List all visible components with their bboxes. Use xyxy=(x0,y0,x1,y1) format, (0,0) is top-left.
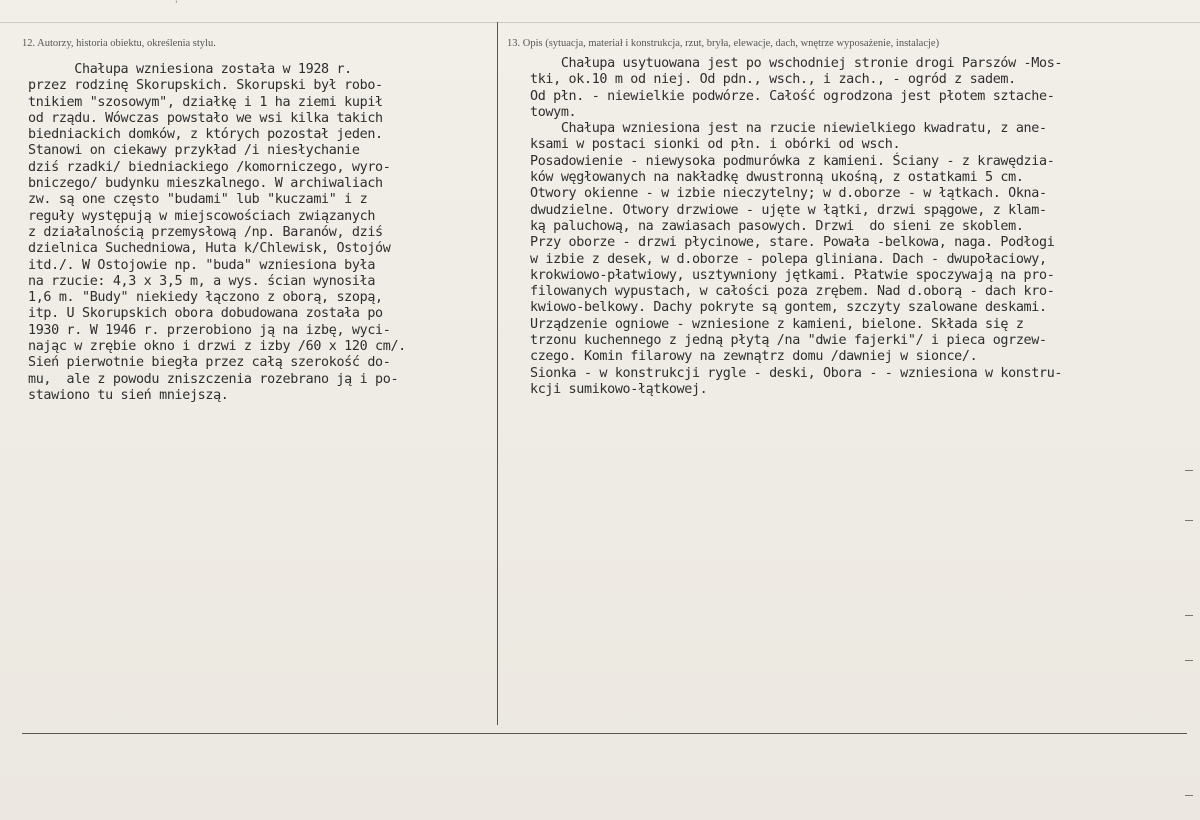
margin-tick xyxy=(1185,470,1193,471)
section-12-label: 12. Autorzy, historia obiektu, określenia stylu. xyxy=(22,38,216,49)
margin-tick xyxy=(1185,520,1193,521)
margin-tick xyxy=(1185,795,1193,796)
section-13-label: 13. Opis (sytuacja, materiał i konstrukcja, rzut, bryła, elewacje, dach, wnętrze wyposażenie, instalacje) xyxy=(507,38,940,49)
margin-tick xyxy=(1185,660,1193,661)
margin-tick xyxy=(1185,615,1193,616)
bottom-rule xyxy=(22,733,1187,734)
section-12-text: Chałupa wzniesiona została w 1928 r. przez rodzinę Skorupskich. Skorupski był robo- tnikiem "szosowym", działkę i 1 ha ziemi kupił od rządu. Wówczas powstało we wsi kilka takich biedniackich domków, z których pozostał jeden. Stanowi on ciekawy przykład /i niesłychanie dziś rzadki/ biedniackiego /komorniczego, wyro- bniczego/ budynku mieszkalnego. W archiwaliach zw. są one często "budami" lub "kuczami" i z reguły występują w miejscowościach związanych z działalnością przemysłową /np. Baranów, dziś dzielnica Suchedniowa, Huta k/Chlewisk, Ostojów itd./. W Ostojowie np. "buda" wzniesiona była na rzucie: 4,3 x 3,5 m, a wys. ścian wynosiła 1,6 m. "Budy" niekiedy łączono z oborą, szopą, itp. U Skorupskich obora dobudowana została po 1930 r. W 1946 r. przerobiono ją na izbę, wyci- nając w zrębie okno i drzwi z izby /60 x 120 cm/. Sień pierwotnie biegła przez całą szerokość do- mu, ale z powodu zniszczenia rozebrano ją i po- stawiono tu sień mniejszą. xyxy=(28,62,406,403)
top-mark: ' xyxy=(175,0,178,10)
section-13-text: Chałupa usytuowana jest po wschodniej stronie drogi Parszów -Mos- tki, ok.10 m od niej. Od pdn., wsch., i zach., - ogród z sadem. Od płn. - niewielkie podwórze. Całość ogrodzona jest płotem sztache- towym. Chałupa wzniesiona jest na rzucie niewielkiego kwadratu, z ane- ksami w postaci sionki od płn. i obórki od wsch. Posadowienie - niewysoka podmurówka z kamieni. Ściany - z krawędzia- ków węgłowanych na nakładkę dwustronną ukośną, z ostatkami 5 cm. Otwory okienne - w izbie nieczytelny; w d.oborze - w łątkach. Okna- dwudzielne. Otwory drzwiowe - ujęte w łątki, drzwi spągowe, z klam- ką paluchową, na zawiasach pasowych. Drzwi do sieni ze skoblem. Przy oborze - drzwi płycinowe, stare. Powała -belkowa, naga. Podłogi w izbie z desek, w d.oborze - polepa gliniana. Dach - dwupołaciowy, krokwiowo-płatwiowy, usztywniony jętkami. Płatwie spoczywają na pro- filowanych wypustach, w całości poza zrębem. Nad d.oborą - dach kro- kwiowo-belkowy. Dachy pokryte są gontem, szczyty szalowane deskami. Urządzenie ogniowe - wzniesione z kamieni, bielone. Składa się z trzonu kuchennego z jedną płytą /na "dwie fajerki"/ i pieca ogrzew- czego. Komin filarowy na zewnątrz domu /dawniej w sionce/. Sionka - w konstrukcji rygle - deski, Obora - - wzniesiona w konstru- kcji sumikowo-łątkowej. xyxy=(530,56,1063,397)
header-rule xyxy=(0,22,1200,23)
